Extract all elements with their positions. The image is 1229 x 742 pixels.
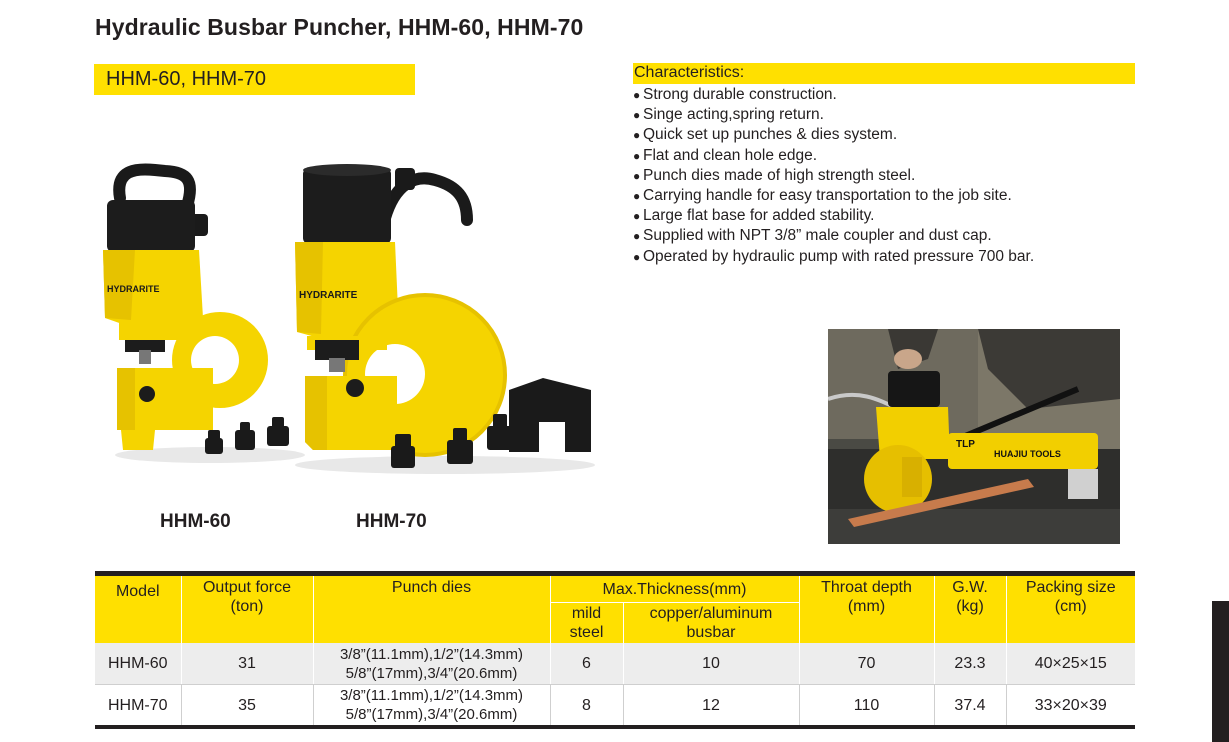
cell-throat-depth: 70: [799, 643, 934, 685]
usage-pump-label: HUAJIU TOOLS: [994, 449, 1061, 459]
bullet-icon: ●: [633, 88, 641, 102]
header-throat-depth: Throat depth (mm): [799, 576, 934, 643]
cell-mild-steel: 8: [550, 685, 623, 726]
table-row: [95, 643, 1135, 685]
caption-hhm-60: HHM-60: [160, 511, 231, 532]
characteristics-list: [633, 85, 1034, 267]
bullet-icon: ●: [633, 108, 641, 123]
hhm-70-brand-label: HYDRARITE: [299, 290, 358, 301]
bullet-icon: ●: [633, 168, 641, 183]
header-model: Model: [95, 576, 181, 643]
header-copper-busbar: copper/aluminum busbar: [623, 603, 799, 644]
cell-packing: 33×20×39: [1006, 685, 1135, 726]
model-banner: HHM-60, HHM-70: [94, 64, 415, 95]
characteristic-item: ● Supplied with NPT 3/8” male coupler and dust cap.: [633, 226, 1034, 246]
bullet-icon: ●: [633, 209, 641, 224]
cell-model: HHM-70: [95, 685, 181, 726]
caption-hhm-70: HHM-70: [356, 511, 427, 532]
page-title: Hydraulic Busbar Puncher, HHM-60, HHM-70: [95, 14, 584, 40]
characteristic-item: ● Large flat base for added stability.: [633, 206, 1034, 226]
header-punch-dies: Punch dies: [313, 576, 550, 643]
page-edge-tab: [1212, 601, 1229, 742]
bullet-icon: ●: [633, 128, 641, 143]
characteristic-item: ● Singe acting,spring return.: [633, 105, 1034, 125]
cell-throat-depth: 110: [799, 685, 934, 726]
bullet-icon: ●: [633, 148, 641, 163]
bullet-icon: ●: [633, 189, 641, 204]
table-row: [95, 685, 1135, 726]
header-max-thickness: Max.Thickness(mm): [550, 576, 799, 603]
characteristic-item: ● Operated by hydraulic pump with rated pressure 700 bar.: [633, 247, 1034, 267]
characteristics-heading: Characteristics:: [633, 63, 1135, 84]
cell-model: HHM-60: [95, 643, 181, 685]
characteristic-item: ● Quick set up punches & dies system.: [633, 125, 1034, 145]
bullet-icon: ●: [633, 229, 641, 244]
hhm-60-product-image: [103, 169, 305, 463]
bullet-icon: ●: [633, 249, 641, 264]
hhm-60-brand-label: HYDRARITE: [107, 284, 160, 294]
usage-tool-label: TLP: [956, 439, 975, 450]
cell-packing: 40×25×15: [1006, 643, 1135, 685]
header-mild-steel: mild steel: [550, 603, 623, 644]
cell-mild-steel: 6: [550, 643, 623, 685]
cell-output-force: 35: [181, 685, 313, 726]
characteristic-item: ● Strong durable construction.: [633, 85, 1034, 105]
hhm-70-product-image: [295, 164, 595, 474]
specification-table: [95, 571, 1135, 729]
header-gw: G.W. (kg): [934, 576, 1006, 643]
characteristic-item: ● Carrying handle for easy transportation to the job site.: [633, 186, 1034, 206]
cell-punch-dies: 3/8”(11.1mm),1/2”(14.3mm) 5/8”(17mm),3/4”(20.6mm): [313, 685, 550, 726]
cell-gw: 23.3: [934, 643, 1006, 685]
cell-output-force: 31: [181, 643, 313, 685]
header-output-force: Output force (ton): [181, 576, 313, 643]
characteristic-item: ● Flat and clean hole edge.: [633, 146, 1034, 166]
cell-gw: 37.4: [934, 685, 1006, 726]
product-photos: [95, 150, 615, 500]
usage-photo: [828, 329, 1120, 544]
header-packing-size: Packing size (cm): [1006, 576, 1135, 643]
cell-copper: 10: [623, 643, 799, 685]
cell-copper: 12: [623, 685, 799, 726]
cell-punch-dies: 3/8”(11.1mm),1/2”(14.3mm) 5/8”(17mm),3/4”(20.6mm): [313, 643, 550, 685]
characteristic-item: ● Punch dies made of high strength steel.: [633, 166, 1034, 186]
